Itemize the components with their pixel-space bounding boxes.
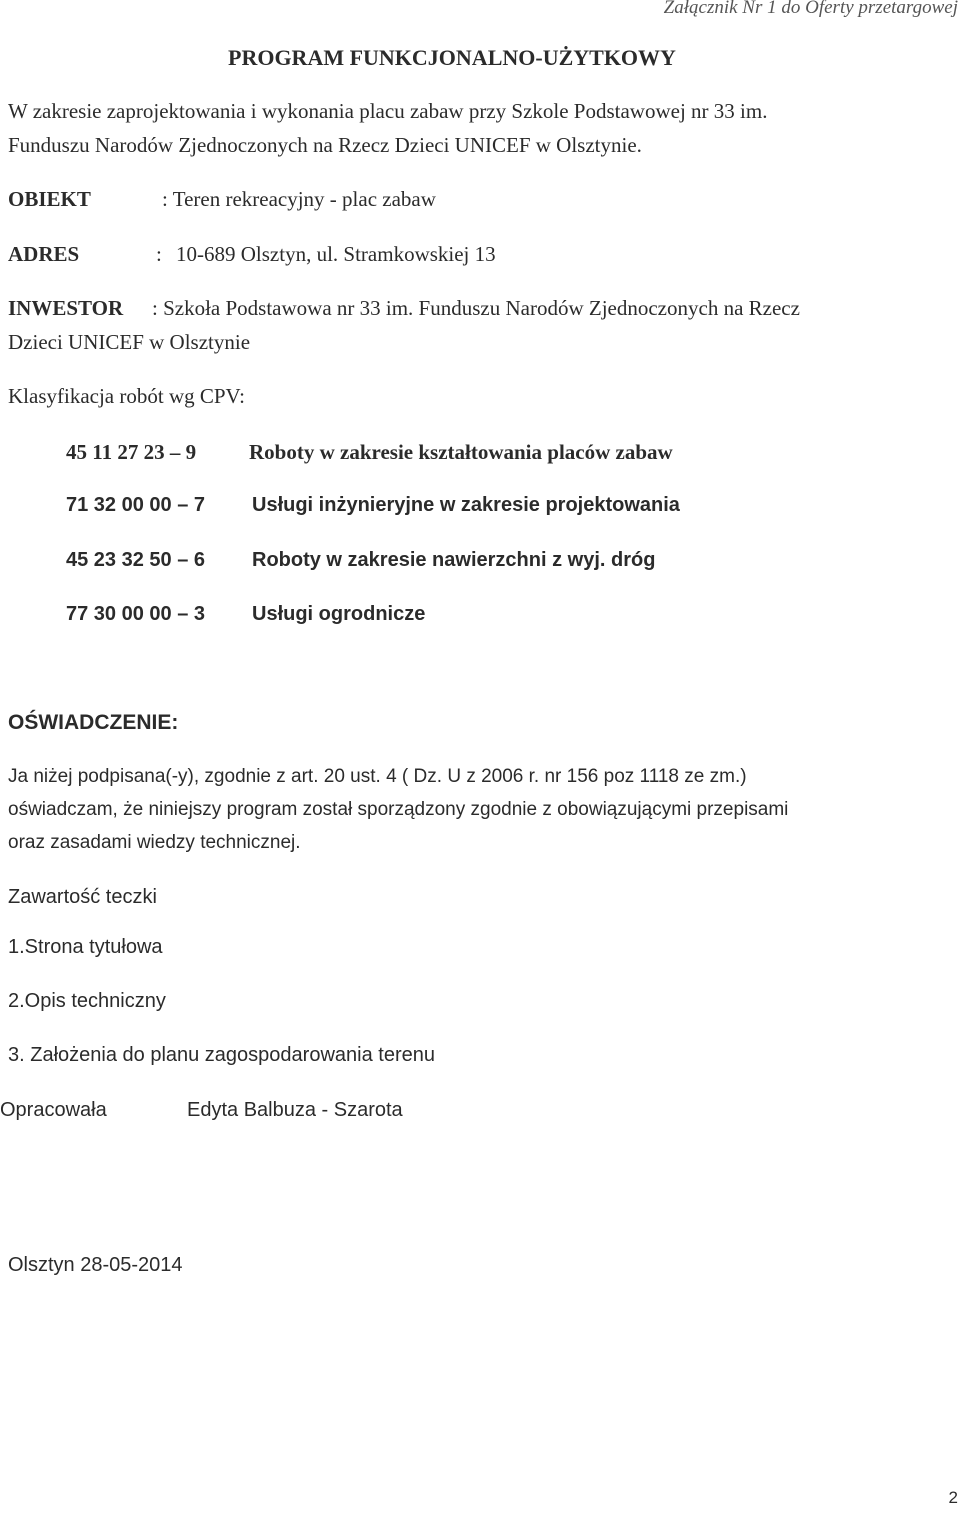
- cpv-code: 45 11 27 23 – 9: [66, 440, 197, 464]
- statement-line-2: oświadczam, że niniejszy program został sporządzony zgodnie z obowiązującymi przepisami: [8, 799, 789, 820]
- cpv-description: Roboty w zakresie nawierzchni z wyj. dróg: [252, 549, 656, 571]
- cpv-code: 77 30 00 00 – 3: [66, 603, 206, 625]
- scope-line-2: Funduszu Narodów Zjednoczonych na Rzecz Dzieci UNICEF w Olsztynie.: [8, 133, 642, 157]
- cpv-code: 71 32 00 00 – 7: [66, 494, 206, 516]
- object-value: : Teren rekreacyjny - plac zabaw: [162, 187, 436, 211]
- author-name: Edyta Balbuza - Szarota: [187, 1099, 403, 1121]
- place-date: Olsztyn 28-05-2014: [8, 1254, 183, 1276]
- investor-value-line-1: : Szkoła Podstawowa nr 33 im. Funduszu Narodów Zjednoczonych na Rzecz: [152, 296, 800, 320]
- contents-item: 1.Strona tytułowa: [8, 936, 163, 958]
- investor-label: INWESTOR: [8, 296, 124, 320]
- annex-note: Załącznik Nr 1 do Oferty przetargowej: [663, 0, 958, 18]
- cpv-code: 45 23 32 50 – 6: [66, 549, 206, 571]
- statement-line-1: Ja niżej podpisana(-y), zgodnie z art. 20 ust. 4 ( Dz. U z 2006 r. nr 156 poz 1118 ze zm.): [8, 766, 747, 787]
- document-title: PROGRAM FUNKCJONALNO-UŻYTKOWY: [228, 45, 676, 70]
- cpv-heading: Klasyfikacja robót wg CPV:: [8, 384, 245, 408]
- contents-item: 3. Założenia do planu zagospodarowania terenu: [8, 1044, 435, 1066]
- cpv-description: Usługi inżynieryjne w zakresie projektowania: [252, 494, 680, 516]
- author-label: Opracowała: [0, 1099, 107, 1121]
- statement-line-3: oraz zasadami wiedzy technicznej.: [8, 832, 301, 853]
- cpv-description: Usługi ogrodnicze: [252, 603, 426, 625]
- scope-line-1: W zakresie zaprojektowania i wykonania placu zabaw przy Szkole Podstawowej nr 33 im.: [8, 99, 768, 123]
- object-label: OBIEKT: [8, 187, 91, 211]
- contents-item: 2.Opis techniczny: [8, 990, 166, 1012]
- address-value: 10-689 Olsztyn, ul. Stramkowskiej 13: [176, 242, 496, 266]
- investor-value-line-2: Dzieci UNICEF w Olsztynie: [8, 330, 251, 354]
- page-number: 2: [948, 1488, 958, 1507]
- statement-heading: OŚWIADCZENIE:: [8, 711, 179, 734]
- address-colon: :: [156, 242, 162, 266]
- contents-heading: Zawartość teczki: [8, 886, 157, 908]
- address-label: ADRES: [8, 242, 80, 266]
- cpv-description: Roboty w zakresie kształtowania placów zabaw: [249, 440, 673, 464]
